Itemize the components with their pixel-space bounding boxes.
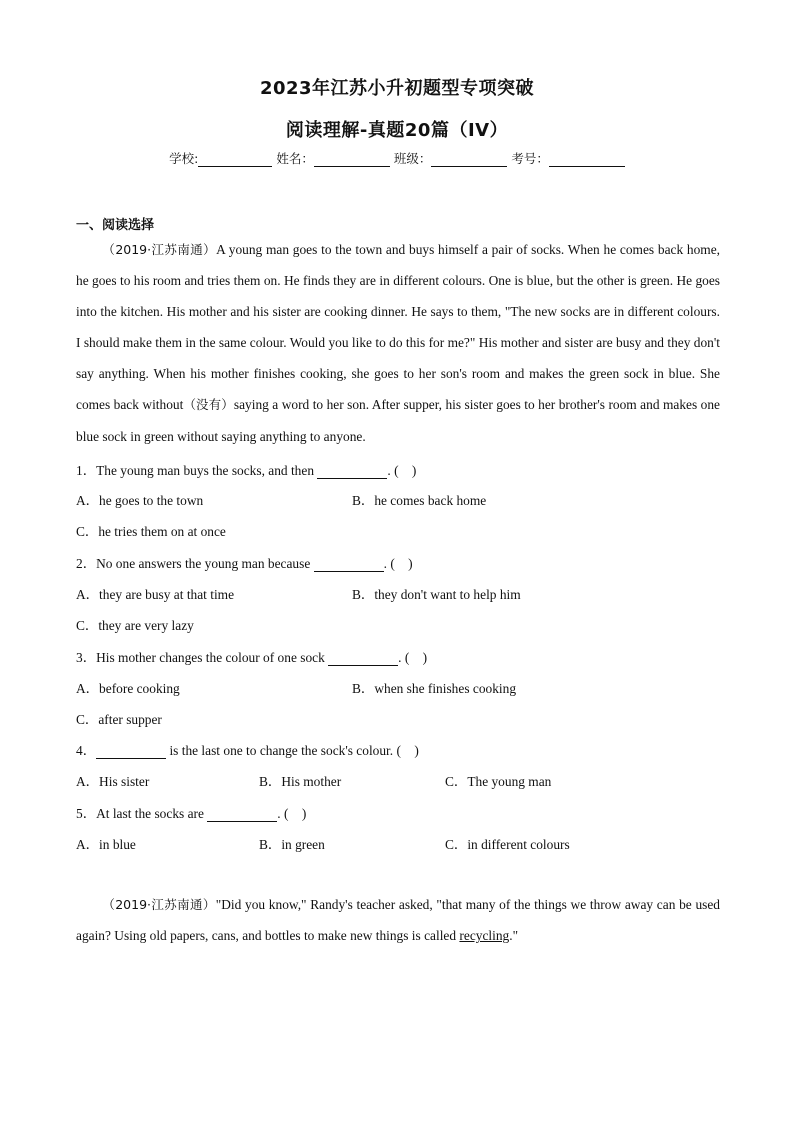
- class-label: 班级：: [393, 151, 432, 166]
- document-subtitle: 阅读理解-真题20篇（IV）: [285, 120, 509, 141]
- question-3-option-b[interactable]: B．when she finishes cooking: [352, 681, 517, 696]
- question-5-option-a[interactable]: A．in blue: [76, 837, 136, 852]
- question-5-option-c[interactable]: C．in different colours: [445, 837, 570, 852]
- question-3-option-c[interactable]: C．after supper: [76, 712, 162, 727]
- passage-2-underlined-term: recycling: [459, 928, 510, 944]
- school-label: 学校:: [169, 151, 199, 166]
- question-2-blank[interactable]: [314, 558, 384, 572]
- document-title: 2023年江苏小升初题型专项突破: [259, 78, 535, 99]
- question-2-option-a[interactable]: A．they are busy at that time: [76, 587, 235, 602]
- question-1-option-a[interactable]: A．he goes to the town: [76, 493, 204, 508]
- question-4-option-c[interactable]: C．The young man: [445, 774, 552, 789]
- passage-1-gloss: （没有）: [183, 397, 234, 413]
- question-4-blank[interactable]: [96, 745, 166, 759]
- class-blank[interactable]: [431, 153, 507, 167]
- question-3-option-a[interactable]: A．before cooking: [76, 681, 180, 696]
- passage-2-text-a: "Did you know," Randy's teacher asked, "that many of the things we throw away can be used again? Using old papers, cans, and bottles to make new things is called: [76, 897, 720, 944]
- question-3-stem: 3．His mother changes the colour of one sock: [76, 650, 329, 665]
- question-5: [76, 803, 306, 822]
- question-3-stem-end: . ( ): [398, 650, 428, 665]
- question-1-blank[interactable]: [317, 465, 387, 479]
- school-blank[interactable]: [198, 153, 272, 167]
- question-2-option-b[interactable]: B．they don't want to help him: [352, 587, 521, 602]
- question-1-option-c[interactable]: C．he tries them on at once: [76, 524, 226, 539]
- question-2-option-c[interactable]: C．they are very lazy: [76, 618, 194, 633]
- passage-2-text-b: .": [509, 928, 519, 944]
- question-2-stem: 2．No one answers the young man because: [76, 556, 314, 571]
- question-4-stem-end: is the last one to change the sock's colour. ( ): [166, 743, 419, 758]
- question-1: [76, 460, 416, 479]
- question-1-option-b[interactable]: B．he comes back home: [352, 493, 487, 508]
- question-3-blank[interactable]: [328, 652, 398, 666]
- question-1-stem: 1．The young man buys the socks, and then: [76, 463, 318, 478]
- name-label: 姓名：: [276, 151, 314, 166]
- name-blank[interactable]: [314, 153, 390, 167]
- question-2: [76, 553, 413, 572]
- question-3: [76, 647, 427, 666]
- passage-2: [76, 889, 720, 951]
- student-info-row: [0, 149, 794, 167]
- passage-1: [76, 234, 720, 452]
- passage-2-source: （2019·江苏南通）: [102, 897, 216, 912]
- question-5-stem: 5．At last the socks are: [76, 806, 208, 821]
- section-title: 一、阅读选择: [76, 218, 155, 233]
- question-5-option-b[interactable]: B．in green: [259, 837, 325, 852]
- number-blank[interactable]: [549, 153, 625, 167]
- passage-1-source: （2019·江苏南通）: [102, 242, 217, 257]
- number-label: 考号：: [511, 151, 549, 166]
- question-4-option-b[interactable]: B．His mother: [259, 774, 342, 789]
- question-5-stem-end: . ( ): [277, 806, 307, 821]
- question-4: [76, 740, 419, 759]
- question-4-stem: 4．: [76, 743, 97, 758]
- passage-1-text-a: A young man goes to the town and buys himself a pair of socks. When he comes back home, he goes to his room and tries them on. He finds they are in different colours. One is blue, but the other is green. He goes into the kitchen. His mother and his sister are cooking dinner. He says to them, "The new socks are in different colours. I should make them in the same colour. Would you like to do this for me?" His mother and sister are busy and they don't say anything. When his mother finishes cooking, she goes to her son's room and makes the green sock in blue. She comes back without: [76, 242, 720, 413]
- question-5-blank[interactable]: [207, 808, 277, 822]
- question-4-option-a[interactable]: A．His sister: [76, 774, 150, 789]
- question-1-stem-end: . ( ): [387, 463, 417, 478]
- question-2-stem-end: . ( ): [383, 556, 413, 571]
- passage-1-text-b: saying a word to her son. After supper, his sister goes to her brother's room and makes one blue sock in green without saying anything to anyone.: [76, 397, 720, 444]
